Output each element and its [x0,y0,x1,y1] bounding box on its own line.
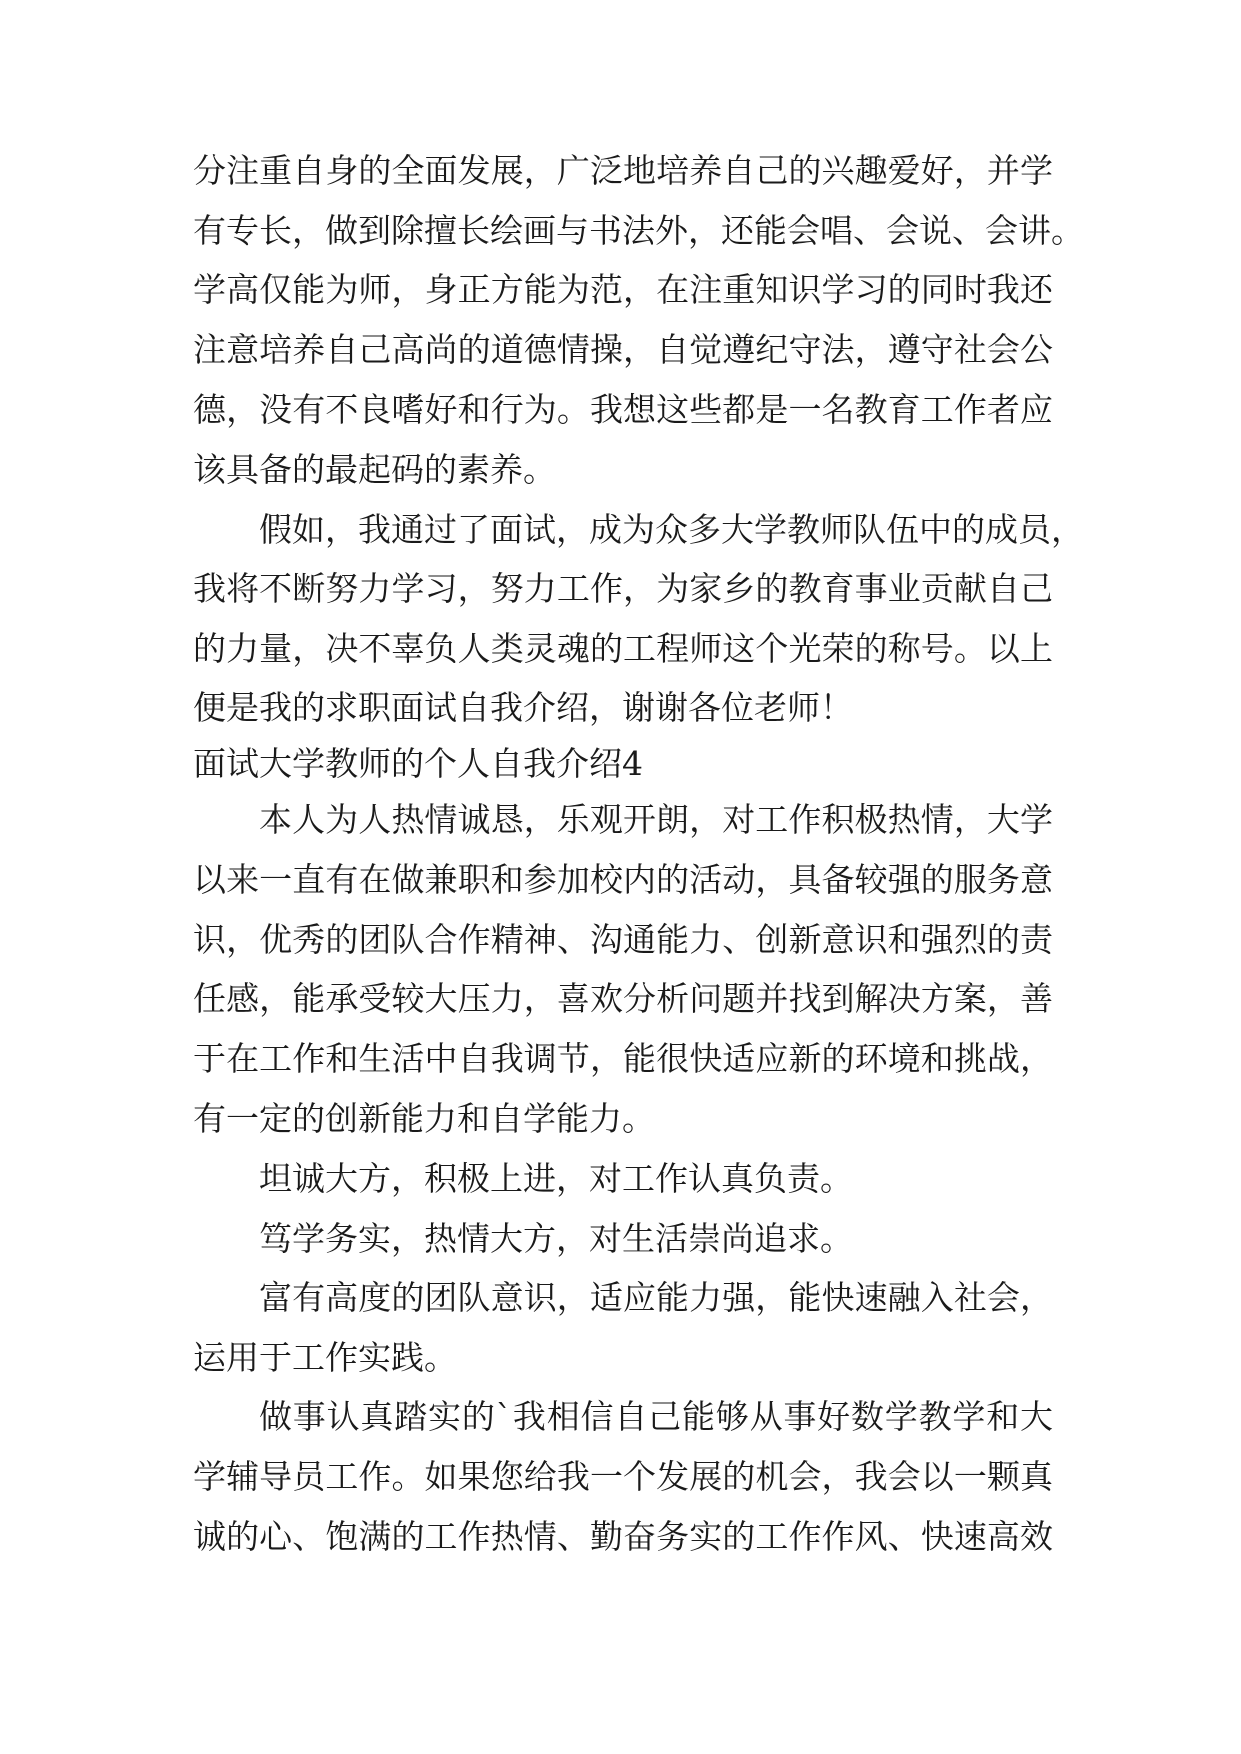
text-line: 便是我的求职面试自我介绍，谢谢各位老师！ [193,688,853,727]
text-line: 学高仅能为师，身正方能为范，在注重知识学习的同时我还 [193,270,1053,309]
text-line: 运用于工作实践。 [193,1338,457,1377]
text-line: 学辅导员工作。如果您给我一个发展的机会，我会以一颗真 [193,1457,1053,1496]
paragraph-first-line: 本人为人热情诚恳，乐观开朗，对工作积极热情，大学 [259,800,1053,839]
section-heading: 面试大学教师的个人自我介绍4 [193,744,643,783]
text-line: 任感，能承受较大压力，喜欢分析问题并找到解决方案，善 [193,979,1053,1018]
text-line: 有一定的创新能力和自学能力。 [193,1099,655,1138]
text-line: 于在工作和生活中自我调节，能很快适应新的环境和挑战， [193,1039,1053,1078]
text-line: 有专长，做到除擅长绘画与书法外，还能会唱、会说、会讲。 [193,211,1084,250]
text-line: 注意培养自己高尚的道德情操，自觉遵纪守法，遵守社会公 [193,330,1053,369]
text-line: 我将不断努力学习，努力工作，为家乡的教育事业贡献自己 [193,569,1053,608]
text-line: 德，没有不良嗜好和行为。我想这些都是一名教育工作者应 [193,390,1053,429]
paragraph-first-line: 笃学务实，热情大方，对生活崇尚追求。 [259,1219,853,1258]
text-line: 以来一直有在做兼职和参加校内的活动，具备较强的服务意 [193,860,1053,899]
text-line: 该具备的最起码的素养。 [193,450,556,489]
paragraph-first-line: 富有高度的团队意识，适应能力强，能快速融入社会， [259,1278,1053,1317]
text-line: 的力量，决不辜负人类灵魂的工程师这个光荣的称号。以上 [193,629,1053,668]
text-line: 诚的心、饱满的工作热情、勤奋务实的工作作风、快速高效 [193,1517,1053,1556]
paragraph-first-line: 假如，我通过了面试，成为众多大学教师队伍中的成员， [259,510,1084,549]
paragraph-first-line: 坦诚大方，积极上进，对工作认真负责。 [259,1159,853,1198]
text-line: 分注重自身的全面发展，广泛地培养自己的兴趣爱好，并学 [193,151,1053,190]
paragraph-first-line: 做事认真踏实的`我相信自己能够从事好数学教学和大 [259,1397,1053,1436]
text-line: 识，优秀的团队合作精神、沟通能力、创新意识和强烈的责 [193,920,1053,959]
